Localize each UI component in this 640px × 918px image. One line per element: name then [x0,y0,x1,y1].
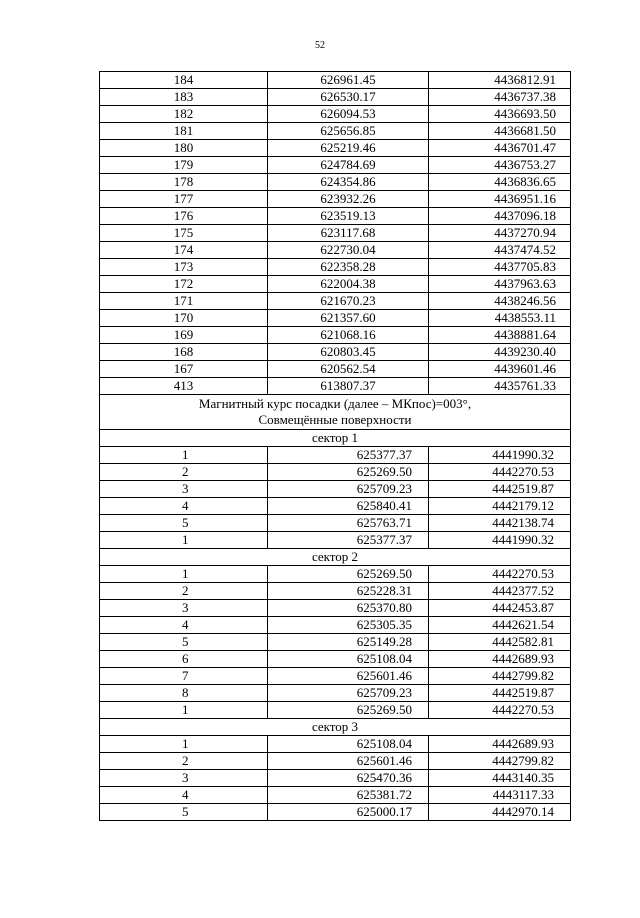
point-number-cell: 7 [100,668,268,685]
combined-surfaces-title: Совмещённые поверхности [258,412,412,427]
table-row [100,600,571,617]
x-coordinate-cell: 625377.37 [268,532,429,549]
point-number-cell: 178 [100,174,268,191]
x-coordinate-cell: 625108.04 [268,736,429,753]
y-coordinate-cell: 4441990.32 [429,532,571,549]
y-coordinate-cell: 4443140.35 [429,770,571,787]
y-coordinate-cell: 4436681.50 [429,123,571,140]
x-coordinate-cell: 622004.38 [268,276,429,293]
table-row [100,293,571,310]
x-coordinate-cell: 621068.16 [268,327,429,344]
point-number-cell: 174 [100,242,268,259]
y-coordinate-cell: 4438881.64 [429,327,571,344]
table-row [100,804,571,821]
landing-course-header [100,395,571,430]
y-coordinate-cell: 4442799.82 [429,753,571,770]
table-row [100,89,571,106]
table-row [100,259,571,276]
point-number-cell: 413 [100,378,268,395]
table-row [100,242,571,259]
x-coordinate-cell: 625000.17 [268,804,429,821]
x-coordinate-cell: 620562.54 [268,361,429,378]
table-row [100,770,571,787]
x-coordinate-cell: 625228.31 [268,583,429,600]
table-row [100,651,571,668]
table-row [100,617,571,634]
x-coordinate-cell: 623519.13 [268,208,429,225]
x-coordinate-cell: 625840.41 [268,498,429,515]
y-coordinate-cell: 4442970.14 [429,804,571,821]
table-row [100,736,571,753]
y-coordinate-cell: 4435761.33 [429,378,571,395]
x-coordinate-cell: 625269.50 [268,464,429,481]
x-coordinate-cell: 624354.86 [268,174,429,191]
x-coordinate-cell: 625149.28 [268,634,429,651]
table-row [100,174,571,191]
sector-header-row [100,430,571,447]
y-coordinate-cell: 4436737.38 [429,89,571,106]
point-number-cell: 181 [100,123,268,140]
table-row [100,498,571,515]
point-number-cell: 5 [100,515,268,532]
table-row [100,327,571,344]
point-number-cell: 3 [100,770,268,787]
x-coordinate-cell: 625381.72 [268,787,429,804]
y-coordinate-cell: 4437963.63 [429,276,571,293]
x-coordinate-cell: 624784.69 [268,157,429,174]
y-coordinate-cell: 4439601.46 [429,361,571,378]
point-number-cell: 4 [100,617,268,634]
table-row [100,191,571,208]
table-row [100,344,571,361]
point-number-cell: 171 [100,293,268,310]
x-coordinate-cell: 625269.50 [268,566,429,583]
table-row [100,72,571,89]
x-coordinate-cell: 626094.53 [268,106,429,123]
point-number-cell: 4 [100,498,268,515]
y-coordinate-cell: 4442689.93 [429,736,571,753]
point-number-cell: 172 [100,276,268,293]
x-coordinate-cell: 625656.85 [268,123,429,140]
table-row [100,378,571,395]
table-row [100,685,571,702]
x-coordinate-cell: 625269.50 [268,702,429,719]
table-row [100,276,571,293]
point-number-cell: 3 [100,481,268,498]
y-coordinate-cell: 4442377.52 [429,583,571,600]
table-row [100,532,571,549]
page-number: 52 [315,40,325,51]
point-number-cell: 1 [100,736,268,753]
y-coordinate-cell: 4438553.11 [429,310,571,327]
point-number-cell: 5 [100,804,268,821]
point-number-cell: 168 [100,344,268,361]
point-number-cell: 2 [100,753,268,770]
y-coordinate-cell: 4442519.87 [429,481,571,498]
y-coordinate-cell: 4437474.52 [429,242,571,259]
x-coordinate-cell: 625470.36 [268,770,429,787]
y-coordinate-cell: 4442270.53 [429,702,571,719]
y-coordinate-cell: 4436812.91 [429,72,571,89]
table-row [100,361,571,378]
y-coordinate-cell: 4437270.94 [429,225,571,242]
x-coordinate-cell: 625305.35 [268,617,429,634]
sector-header-row [100,549,571,566]
table-row [100,123,571,140]
point-number-cell: 180 [100,140,268,157]
y-coordinate-cell: 4443117.33 [429,787,571,804]
y-coordinate-cell: 4442519.87 [429,685,571,702]
table-row [100,566,571,583]
point-number-cell: 182 [100,106,268,123]
y-coordinate-cell: 4442270.53 [429,464,571,481]
y-coordinate-cell: 4436753.27 [429,157,571,174]
point-number-cell: 2 [100,583,268,600]
table-row [100,310,571,327]
point-number-cell: 173 [100,259,268,276]
point-number-cell: 175 [100,225,268,242]
table-row [100,583,571,600]
table-row [100,515,571,532]
point-number-cell: 4 [100,787,268,804]
coordinates-table [99,71,571,821]
y-coordinate-cell: 4441990.32 [429,447,571,464]
y-coordinate-cell: 4436951.16 [429,191,571,208]
y-coordinate-cell: 4437096.18 [429,208,571,225]
y-coordinate-cell: 4442270.53 [429,566,571,583]
x-coordinate-cell: 625219.46 [268,140,429,157]
point-number-cell: 6 [100,651,268,668]
point-number-cell: 169 [100,327,268,344]
table-row [100,634,571,651]
point-number-cell: 1 [100,566,268,583]
y-coordinate-cell: 4437705.83 [429,259,571,276]
sector-title: сектор 1 [100,430,571,447]
coordinates-table-body [100,72,571,821]
table-row [100,464,571,481]
point-number-cell: 3 [100,600,268,617]
x-coordinate-cell: 626961.45 [268,72,429,89]
x-coordinate-cell: 625601.46 [268,753,429,770]
x-coordinate-cell: 620803.45 [268,344,429,361]
point-number-cell: 1 [100,702,268,719]
point-number-cell: 167 [100,361,268,378]
x-coordinate-cell: 623932.26 [268,191,429,208]
sector-title: сектор 2 [100,549,571,566]
x-coordinate-cell: 625763.71 [268,515,429,532]
point-number-cell: 177 [100,191,268,208]
x-coordinate-cell: 625709.23 [268,685,429,702]
x-coordinate-cell: 621670.23 [268,293,429,310]
landing-course-title: Магнитный курс посадки (далее – МКпос)=003°, [198,396,472,411]
y-coordinate-cell: 4439230.40 [429,344,571,361]
y-coordinate-cell: 4438246.56 [429,293,571,310]
table-row [100,447,571,464]
x-coordinate-cell: 613807.37 [268,378,429,395]
x-coordinate-cell: 623117.68 [268,225,429,242]
table-row [100,106,571,123]
point-number-cell: 2 [100,464,268,481]
table-row [100,481,571,498]
y-coordinate-cell: 4442689.93 [429,651,571,668]
y-coordinate-cell: 4436701.47 [429,140,571,157]
y-coordinate-cell: 4442453.87 [429,600,571,617]
x-coordinate-cell: 625377.37 [268,447,429,464]
y-coordinate-cell: 4436836.65 [429,174,571,191]
table-row [100,668,571,685]
sector-title: сектор 3 [100,719,571,736]
x-coordinate-cell: 622358.28 [268,259,429,276]
header-row [100,395,571,430]
point-number-cell: 5 [100,634,268,651]
y-coordinate-cell: 4442582.81 [429,634,571,651]
y-coordinate-cell: 4442621.54 [429,617,571,634]
point-number-cell: 183 [100,89,268,106]
point-number-cell: 184 [100,72,268,89]
x-coordinate-cell: 625709.23 [268,481,429,498]
y-coordinate-cell: 4436693.50 [429,106,571,123]
y-coordinate-cell: 4442138.74 [429,515,571,532]
y-coordinate-cell: 4442179.12 [429,498,571,515]
point-number-cell: 170 [100,310,268,327]
x-coordinate-cell: 625370.80 [268,600,429,617]
point-number-cell: 179 [100,157,268,174]
point-number-cell: 176 [100,208,268,225]
x-coordinate-cell: 622730.04 [268,242,429,259]
y-coordinate-cell: 4442799.82 [429,668,571,685]
point-number-cell: 1 [100,447,268,464]
sector-header-row [100,719,571,736]
x-coordinate-cell: 625601.46 [268,668,429,685]
table-row [100,140,571,157]
table-row [100,787,571,804]
x-coordinate-cell: 626530.17 [268,89,429,106]
table-row [100,225,571,242]
table-row [100,208,571,225]
table-row [100,157,571,174]
table-row [100,702,571,719]
x-coordinate-cell: 621357.60 [268,310,429,327]
x-coordinate-cell: 625108.04 [268,651,429,668]
point-number-cell: 1 [100,532,268,549]
point-number-cell: 8 [100,685,268,702]
table-row [100,753,571,770]
